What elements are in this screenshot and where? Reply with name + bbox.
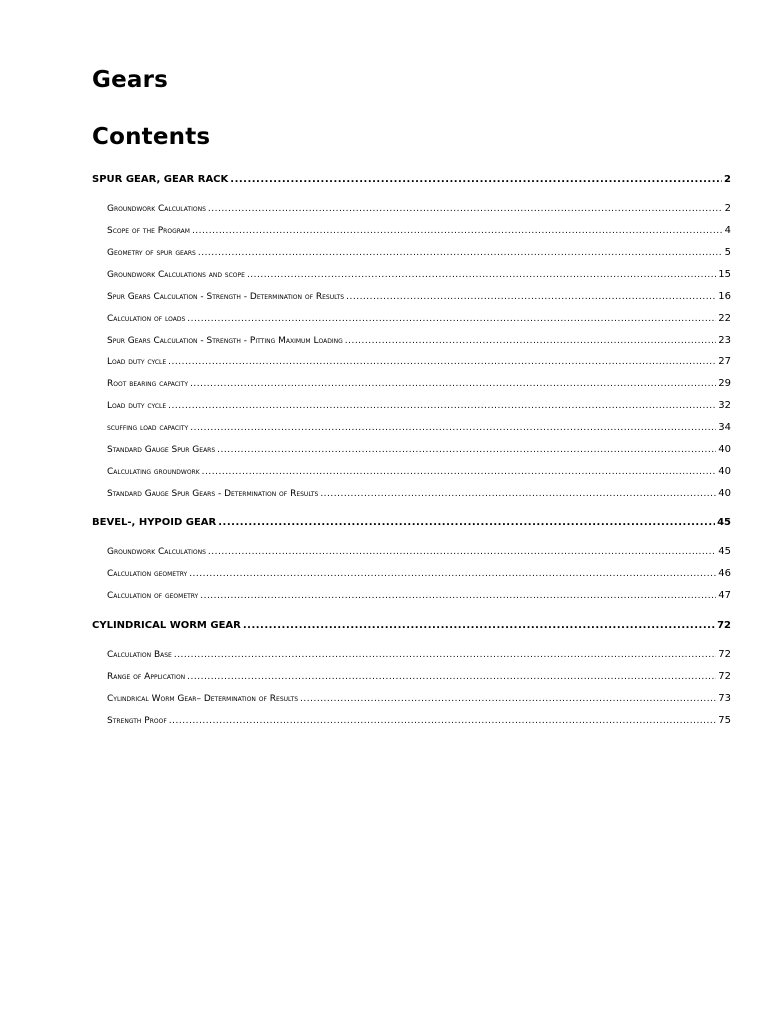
toc-leader — [218, 516, 715, 530]
toc-entry[interactable] — [107, 202, 731, 216]
toc-page-number: 2 — [724, 203, 731, 214]
contents-heading: Contents — [92, 124, 211, 150]
toc-leader — [243, 619, 715, 633]
toc-leader — [192, 224, 723, 238]
toc-entry-title: Calculation of geometry — [107, 591, 199, 601]
toc-leader — [208, 545, 716, 559]
toc-entry[interactable] — [107, 714, 731, 728]
toc-page-number: 45 — [717, 517, 731, 528]
toc-leader — [168, 355, 716, 369]
toc-leader — [190, 421, 716, 435]
toc-page-number: 15 — [718, 269, 731, 280]
toc-entry-title: Cylindrical Worm Gear– Determination of Results — [107, 694, 299, 704]
document-title: Gears — [92, 67, 169, 93]
toc-leader — [247, 268, 716, 282]
toc-entry-title: Range of Application — [107, 672, 186, 682]
toc-leader — [189, 567, 716, 581]
toc-page-number: 4 — [724, 225, 731, 236]
toc-entry-title: Root bearing capacity — [107, 379, 188, 389]
toc-page-number: 2 — [724, 174, 731, 185]
toc-entry[interactable] — [107, 377, 731, 391]
toc-entry-title: Geometry of spur gears — [107, 248, 196, 258]
toc-leader — [300, 692, 716, 706]
toc-leader — [187, 312, 716, 326]
toc-page-number: 23 — [718, 335, 731, 346]
toc-leader — [200, 589, 716, 603]
toc-entry-title: Strength Proof — [107, 716, 167, 726]
toc-page-number: 27 — [718, 356, 731, 367]
toc-entry-title: scuffing load capacity — [107, 423, 189, 433]
toc-entry[interactable] — [107, 399, 731, 413]
toc-entry-title: Scope of the Program — [107, 226, 190, 236]
toc-entry[interactable] — [107, 443, 731, 457]
toc-leader — [198, 246, 723, 260]
toc-leader — [208, 202, 723, 216]
toc-page-number: 45 — [718, 546, 731, 557]
toc-entry[interactable] — [92, 516, 731, 530]
toc-entry-title: SPUR GEAR, GEAR RACK — [92, 174, 229, 185]
toc-entry[interactable] — [107, 246, 731, 260]
toc-page-number: 47 — [718, 590, 731, 601]
toc-entry-title: Standard Gauge Spur Gears - Determination of Results — [107, 489, 319, 499]
toc-leader — [168, 399, 716, 413]
toc-leader — [345, 334, 717, 348]
toc-page-number: 34 — [718, 422, 731, 433]
toc-page-number: 72 — [717, 620, 731, 631]
toc-entry[interactable] — [107, 670, 731, 684]
toc-entry[interactable] — [107, 355, 731, 369]
toc-page-number: 16 — [718, 291, 731, 302]
toc-page-number: 32 — [718, 400, 731, 411]
toc-page-number: 40 — [718, 466, 731, 477]
toc-page-number: 5 — [724, 247, 731, 258]
toc-page-number: 73 — [718, 693, 731, 704]
toc-leader — [217, 443, 716, 457]
toc-page-number: 40 — [718, 444, 731, 455]
toc-leader — [190, 377, 716, 391]
toc-entry-title: Spur Gears Calculation - Strength - Determination of Results — [107, 292, 345, 302]
toc-leader — [169, 714, 716, 728]
toc-entry-title: Load duty cycle — [107, 401, 167, 411]
toc-entry-title: BEVEL-, HYPOID GEAR — [92, 517, 217, 528]
toc-entry-title: Calculation Base — [107, 650, 172, 660]
toc-entry-title: Spur Gears Calculation - Strength - Pitting Maximum Loading — [107, 336, 343, 346]
toc-entry-title: Calculation of loads — [107, 314, 186, 324]
toc-entry[interactable] — [92, 173, 731, 187]
toc-entry-title: CYLINDRICAL WORM GEAR — [92, 620, 241, 631]
toc-entry[interactable] — [107, 692, 731, 706]
toc-page-number: 46 — [718, 568, 731, 579]
toc-leader — [202, 465, 717, 479]
toc-entry[interactable] — [107, 290, 731, 304]
toc-leader — [346, 290, 716, 304]
toc-entry[interactable] — [107, 545, 731, 559]
toc-entry-title: Calculation geometry — [107, 569, 188, 579]
toc-page-number: 72 — [718, 649, 731, 660]
toc-entry[interactable] — [107, 334, 731, 348]
toc-entry[interactable] — [107, 465, 731, 479]
toc-entry-title: Groundwork Calculations — [107, 547, 206, 557]
toc-entry[interactable] — [107, 224, 731, 238]
toc-page-number: 29 — [718, 378, 731, 389]
toc-entry-title: Load duty cycle — [107, 357, 167, 367]
toc-page-number: 40 — [718, 488, 731, 499]
toc-entry-title: Standard Gauge Spur Gears — [107, 445, 216, 455]
toc-page-number: 72 — [718, 671, 731, 682]
toc-leader — [230, 173, 722, 187]
toc-entry-title: Calculating groundwork — [107, 467, 200, 477]
toc-page-number: 22 — [718, 313, 731, 324]
toc-entry[interactable] — [107, 589, 731, 603]
toc-entry-title: Groundwork Calculations and scope — [107, 270, 245, 280]
toc-entry[interactable] — [92, 619, 731, 633]
toc-leader — [187, 670, 716, 684]
toc-entry[interactable] — [107, 648, 731, 662]
toc-leader — [174, 648, 716, 662]
toc-page-number: 75 — [718, 715, 731, 726]
toc-entry-title: Groundwork Calculations — [107, 204, 206, 214]
toc-entry[interactable] — [107, 312, 731, 326]
toc-entry[interactable] — [107, 268, 731, 282]
toc-leader — [320, 487, 716, 501]
toc-entry[interactable] — [107, 421, 731, 435]
toc-entry[interactable] — [107, 487, 731, 501]
toc-entry[interactable] — [107, 567, 731, 581]
